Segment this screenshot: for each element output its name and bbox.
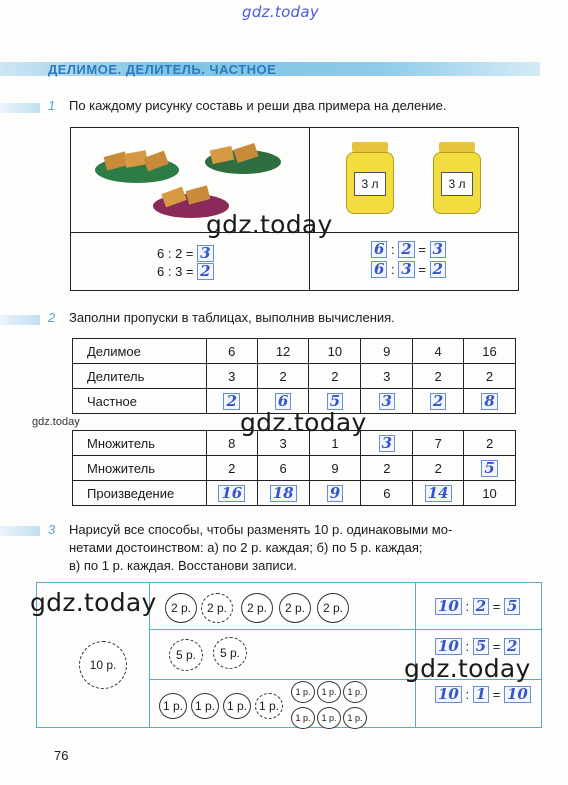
cell: 12 — [257, 339, 309, 364]
watermark-top: gdz.today — [242, 3, 320, 21]
task-marker — [0, 315, 40, 325]
cell: 2 — [361, 456, 413, 481]
task3-text-line2: нетами достоинством: а) по 2 р. каждая; б) по 5 р. каждая; — [69, 540, 423, 555]
answer-cell: 18 — [257, 481, 309, 506]
coin-1: 1 р. — [191, 693, 219, 719]
equation-3: 6 : 2 = 3 — [371, 240, 446, 259]
task-marker — [0, 526, 40, 536]
cell: 8 — [206, 431, 257, 456]
coin-1: 1 р. — [223, 693, 251, 719]
task1-text: По каждому рисунку составь и реши два примера на деление. — [69, 98, 447, 113]
cell: 1 — [309, 431, 361, 456]
cell: 10 — [464, 481, 516, 506]
cell: 10 — [309, 339, 361, 364]
row-label: Множитель — [73, 456, 207, 481]
equation-b: 10 : 5 = 2 — [435, 637, 520, 656]
section-title: ДЕЛИМОЕ. ДЕЛИТЕЛЬ. ЧАСТНОЕ — [48, 62, 277, 77]
coin-1: 1 р. — [255, 693, 283, 719]
answer-cell: 5 — [464, 456, 516, 481]
answer-cell: 9 — [309, 481, 361, 506]
coin-1: 1 р. — [317, 681, 341, 703]
cell: 3 — [361, 364, 413, 389]
honey-jar — [433, 142, 481, 214]
task1-frame — [70, 127, 519, 291]
frame-divider — [309, 128, 310, 290]
coin-2: 2 р. — [201, 593, 233, 623]
coin-2: 2 р. — [279, 593, 311, 623]
cell: 9 — [361, 339, 413, 364]
equation-a: 10 : 2 = 5 — [435, 597, 520, 616]
honey-jar — [346, 142, 394, 214]
coin-1: 1 р. — [291, 681, 315, 703]
table-division — [72, 338, 516, 414]
answer-cell: 2 — [413, 389, 464, 414]
cell: 6 — [257, 456, 309, 481]
coin-10: 10 р. — [79, 641, 127, 689]
task3-text-line1: Нарисуй все способы, чтобы разменять 10 р. одинаковыми мо- — [69, 522, 453, 537]
cell: 16 — [464, 339, 516, 364]
coin-2: 2 р. — [165, 593, 197, 623]
equation-1: 6 : 2 = 3 — [157, 244, 214, 263]
watermark: gdz.today — [32, 416, 80, 428]
coin-2: 2 р. — [317, 593, 349, 623]
cell: 2 — [309, 364, 361, 389]
table-multiplication — [72, 430, 516, 506]
cell: 2 — [413, 364, 464, 389]
watermark: gdz.today — [206, 210, 333, 239]
answer-cell: 16 — [206, 481, 257, 506]
coin-5: 5 р. — [213, 637, 247, 669]
row-label: Произведение — [73, 481, 207, 506]
jar-label: 3 л — [354, 172, 386, 196]
table-row — [73, 481, 516, 506]
answer-cell: 14 — [413, 481, 464, 506]
coin-5: 5 р. — [169, 639, 203, 671]
task3-text-line3: в) по 1 р. каждая. Восстанови записи. — [69, 558, 297, 573]
task2-number: 2 — [48, 310, 56, 325]
task1-number: 1 — [48, 98, 56, 113]
coin-1: 1 р. — [291, 707, 315, 729]
cell: 2 — [464, 431, 516, 456]
cell: 6 — [206, 339, 257, 364]
coin-1: 1 р. — [343, 681, 367, 703]
cell: 9 — [309, 456, 361, 481]
row-label: Множитель — [73, 431, 207, 456]
table-row — [73, 364, 516, 389]
jar-label: 3 л — [441, 172, 473, 196]
cell: 7 — [413, 431, 464, 456]
row-label: Делимое — [73, 339, 207, 364]
answer-cell: 3 — [361, 389, 413, 414]
answer-cell: 8 — [464, 389, 516, 414]
coin-1: 1 р. — [317, 707, 341, 729]
cell: 2 — [257, 364, 309, 389]
answer-cell: 5 — [309, 389, 361, 414]
cell: 3 — [257, 431, 309, 456]
table-row — [73, 431, 516, 456]
coin-1: 1 р. — [159, 693, 187, 719]
answer-cell: 2 — [206, 389, 257, 414]
row-label: Делитель — [73, 364, 207, 389]
watermark: gdz.today — [240, 408, 367, 437]
watermark: gdz.today — [30, 588, 157, 617]
equation-4: 6 : 3 = 2 — [371, 260, 446, 279]
task2-text: Заполни пропуски в таблицах, выполнив вычисления. — [69, 310, 395, 325]
coin-2: 2 р. — [241, 593, 273, 623]
equation-c: 10 : 1 = 10 — [435, 685, 531, 704]
page-number: 76 — [54, 748, 69, 763]
answer-cell: 6 — [257, 389, 309, 414]
table-row — [73, 339, 516, 364]
cookie-plates-image — [93, 140, 293, 220]
cell: 4 — [413, 339, 464, 364]
watermark: gdz.today — [404, 654, 531, 683]
cell: 2 — [464, 364, 516, 389]
coin-1: 1 р. — [343, 707, 367, 729]
equation-2: 6 : 3 = 2 — [157, 262, 214, 281]
cell: 6 — [361, 481, 413, 506]
task-marker — [0, 103, 40, 113]
task3-number: 3 — [48, 522, 56, 537]
cell: 2 — [206, 456, 257, 481]
answer-cell: 3 — [361, 431, 413, 456]
cell: 2 — [413, 456, 464, 481]
row-label: Частное — [73, 389, 207, 414]
table-row — [73, 456, 516, 481]
cell: 3 — [206, 364, 257, 389]
